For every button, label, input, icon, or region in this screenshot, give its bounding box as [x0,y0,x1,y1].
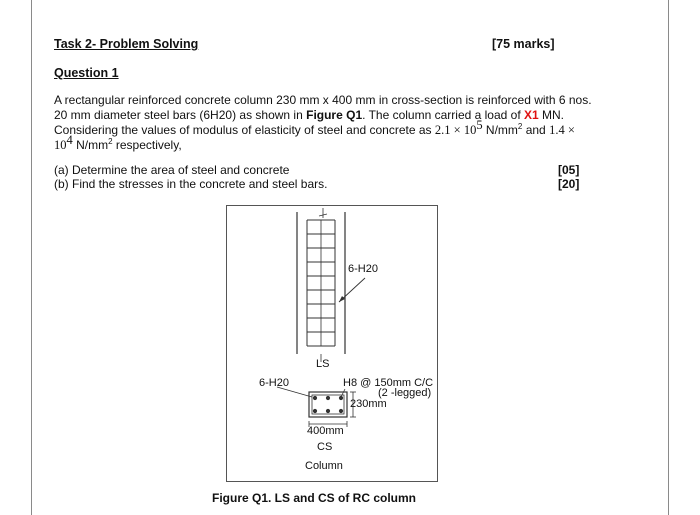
es-unit-exponent: 2 [517,122,523,131]
es-unit: N/mm [482,123,518,137]
load-variable: X1 [524,108,539,122]
column-label: Column [305,460,343,472]
para-text-2: . The column carried a load of [362,108,524,122]
part-b-marks: [20] [558,177,580,191]
cross-section [277,387,356,427]
part-a-label: (a) Determine the area of steel and concrete [54,163,290,177]
column-drawing [227,206,437,481]
cs-bar-label: 6-H20 [259,377,289,389]
para-text-4: respectively, [112,138,182,152]
para-text-1: A rectangular reinforced concrete column 230 mm x 400 mm in cross-section is reinforced with 6 nos. 20 mm diameter steel bars (6H20) as shown in [54,93,592,122]
ec-unit-exponent: 2 [108,137,113,146]
figure-q1 [226,205,438,482]
ec-unit: N/mm [72,138,109,152]
para-and: and [522,123,550,137]
para-text-3: MN. Considering the values of modulus of elasticity of steel and concrete as [54,108,565,137]
longitudinal-section [297,208,365,362]
task-title: Task 2- Problem Solving [54,37,199,51]
cs-label: CS [317,441,333,453]
es-exponent: 5 [476,118,483,132]
legged-label: (2 -legged) [378,387,432,399]
ls-label: LS [316,358,330,370]
part-b-label: (b) Find the stresses in the concrete and steel bars. [54,177,328,191]
figure-reference: Figure Q1 [306,108,363,122]
total-marks: [75 marks] [492,37,555,51]
ec-coefficient: 1.4 × 10 [54,123,575,152]
ls-bar-label: 6-H20 [348,263,378,275]
dimension-400: 400mm [307,425,344,437]
links-label: H8 @ 150mm C/C [343,377,434,389]
dimension-230: 230mm [350,398,387,410]
ec-exponent: 4 [66,133,73,147]
part-a-marks: [05] [558,163,580,177]
es-coefficient: 2.1 × 10 [434,123,477,137]
question-title: Question 1 [54,66,119,80]
question-paragraph [54,93,594,153]
figure-caption: Figure Q1. LS and CS of RC column [212,491,417,505]
